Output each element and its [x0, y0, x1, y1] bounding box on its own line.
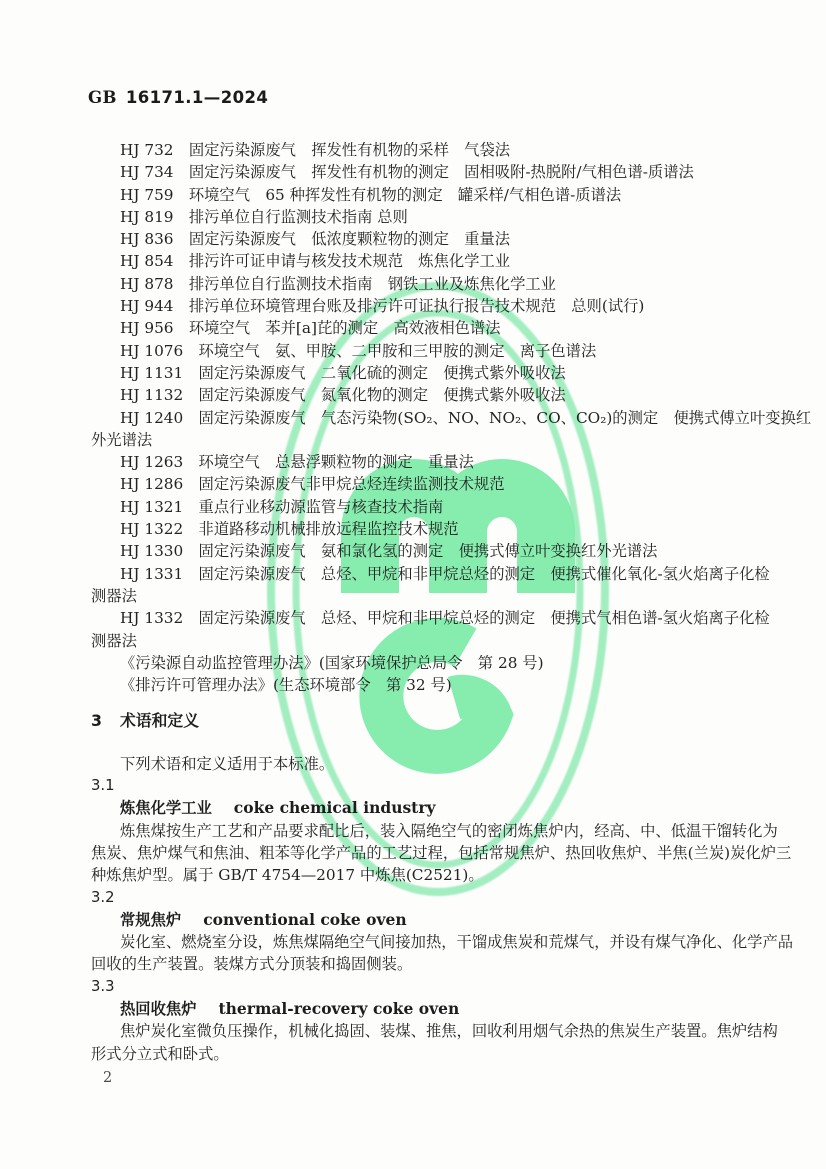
term-name-zh: 炼焦化学工业	[120, 799, 212, 818]
term-name-zh: 常规焦炉	[120, 910, 182, 929]
reference-line: 测器法	[91, 586, 137, 605]
reference-line: HJ 1330 固定污染源废气 氨和氯化氢的测定 便携式傅立叶变换红外光谱法	[120, 542, 658, 561]
term-name-en: conventional coke oven	[203, 909, 407, 929]
term-number: 3.3	[91, 977, 115, 995]
reference-line: HJ 854 排污许可证申请与核发技术规范 炼焦化学工业	[120, 252, 511, 271]
standard-number-value: 16171.1—2024	[125, 88, 269, 107]
reference-line: HJ 944 排污单位环境管理台账及排污许可证执行报告技术规范 总则(试行)	[120, 297, 645, 316]
reference-line: 测器法	[91, 631, 137, 650]
reference-line: HJ 1263 环境空气 总悬浮颗粒物的测定 重量法	[120, 453, 474, 472]
section-heading	[91, 710, 771, 732]
page-number: 2	[103, 1070, 113, 1086]
reference-line: HJ 1240 固定污染源废气 气态污染物(SO₂、NO、NO₂、CO、CO₂)的测定 便携式傅立叶变换红	[120, 408, 812, 427]
reference-line: HJ 1131 固定污染源废气 二氧化硫的测定 便携式紫外吸收法	[120, 363, 566, 382]
term-block	[91, 887, 794, 976]
terms-list	[91, 775, 794, 1065]
definition-line: 回收的生产装置。装煤方式分顶装和捣固侧装。	[91, 955, 413, 974]
reference-line: HJ 734 固定污染源废气 挥发性有机物的测定 固相吸附-热脱附/气相色谱-质谱法	[120, 163, 694, 182]
reference-line: 《排污许可管理办法》(生态环境部令 第 32 号)	[120, 676, 452, 695]
reference-line: HJ 1286 固定污染源废气非甲烷总烃连续监测技术规范	[120, 475, 505, 494]
reference-line: HJ 1321 重点行业移动源监管与核查技术指南	[120, 497, 444, 516]
reference-line: HJ 1332 固定污染源废气 总烃、甲烷和非甲烷总烃的测定 便携式气相色谱-氢火焰离子化检	[120, 609, 770, 628]
reference-line: HJ 819 排污单位自行监测技术指南 总则	[120, 207, 408, 226]
definition-line: 炼焦煤按生产工艺和产品要求配比后，装入隔绝空气的密闭炼焦炉内，经高、中、低温干馏转化为	[120, 821, 778, 840]
term-number: 3.2	[91, 888, 115, 906]
term-number: 3.1	[91, 777, 115, 795]
reference-line: HJ 878 排污单位自行监测技术指南 钢铁工业及炼焦化学工业	[120, 274, 556, 293]
term-name-en: thermal-recovery coke oven	[218, 998, 460, 1018]
reference-line: 外光谱法	[91, 430, 153, 449]
references-list	[91, 139, 812, 696]
reference-line: HJ 956 环境空气 苯并[a]芘的测定 高效液相色谱法	[120, 319, 501, 338]
term-title	[91, 797, 771, 819]
definition-line: 焦炉炭化室微负压操作，机械化捣固、装煤、推焦，回收利用烟气余热的焦炭生产装置。焦炉结构	[120, 1022, 778, 1041]
reference-line: HJ 1076 环境空气 氨、甲胺、二甲胺和三甲胺的测定 离子色谱法	[120, 341, 597, 360]
standard-number	[88, 88, 268, 107]
reference-line: HJ 836 固定污染源废气 低浓度颗粒物的测定 重量法	[120, 230, 511, 249]
reference-line: 《污染源自动监控管理办法》(国家环境保护总局令 第 28 号)	[120, 653, 544, 672]
definition-line: 形式分立式和卧式。	[91, 1044, 229, 1063]
reference-line: HJ 1132 固定污染源废气 氮氧化物的测定 便携式紫外吸收法	[120, 386, 566, 405]
term-block	[91, 976, 778, 1065]
section-number: 3	[91, 711, 102, 731]
page-content	[91, 139, 812, 1065]
term-name-zh: 热回收焦炉	[120, 999, 197, 1018]
term-name-en: coke chemical industry	[233, 798, 436, 818]
reference-line: HJ 1322 非道路移动机械排放远程监控技术规范	[120, 520, 459, 539]
standard-number-prefix: GB	[88, 88, 117, 107]
definition-line: 炭化室、燃烧室分设，炼焦煤隔绝空气间接加热，干馏成焦炭和荒煤气，并设有煤气净化、化学产品	[120, 933, 794, 952]
terms-intro: 下列术语和定义适用于本标准。	[120, 754, 335, 773]
definition-line: 种炼焦炉型。属于 GB/T 4754—2017 中炼焦(C2521)。	[91, 866, 484, 885]
reference-line: HJ 759 环境空气 65 种挥发性有机物的测定 罐采样/气相色谱-质谱法	[120, 185, 622, 204]
section-title: 术语和定义	[120, 711, 199, 731]
definition-line: 焦炭、焦炉煤气和焦油、粗苯等化学产品的工艺过程，包括常规焦炉、热回收焦炉、半焦(兰炭)炭化炉三	[91, 843, 792, 862]
term-title	[91, 998, 771, 1020]
reference-line: HJ 732 固定污染源废气 挥发性有机物的采样 气袋法	[120, 141, 511, 159]
term-block	[91, 775, 792, 886]
reference-line: HJ 1331 固定污染源废气 总烃、甲烷和非甲烷总烃的测定 便携式催化氧化-氢火焰离子化检	[120, 564, 770, 583]
term-title	[91, 909, 771, 931]
